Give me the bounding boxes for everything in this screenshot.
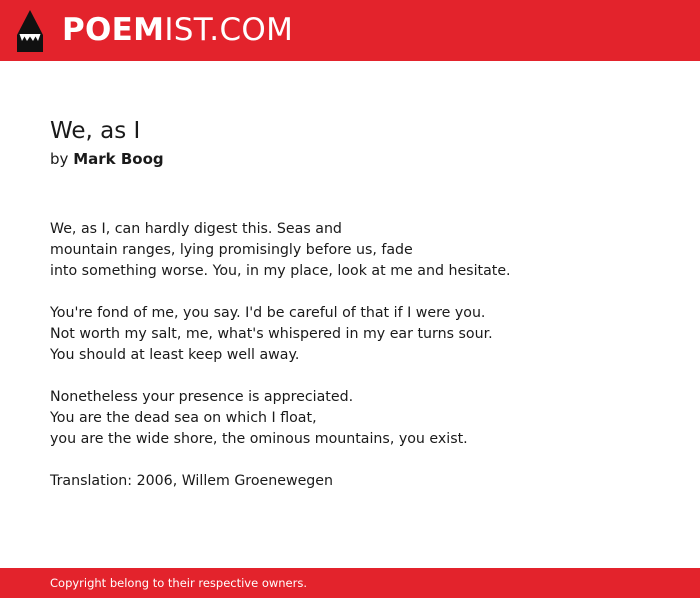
poem-line: We, as I, can hardly digest this. Seas and xyxy=(50,221,342,237)
byline xyxy=(50,148,164,170)
author-link[interactable]: Mark Boog xyxy=(73,150,164,168)
stanza-2 xyxy=(50,303,670,366)
stanza-gap xyxy=(50,282,670,303)
poem-line: into something worse. You, in my place, look at me and hesitate. xyxy=(50,263,511,279)
poem-line: Nonetheless your presence is appreciated. xyxy=(50,389,354,405)
stanza-gap xyxy=(50,366,670,387)
poem-line: You are the dead sea on which I float, xyxy=(50,410,317,426)
poem-line: You're fond of me, you say. I'd be careful of that if I were you. xyxy=(50,305,486,321)
site-logo-text xyxy=(62,11,293,49)
translation-credit: Translation: 2006, Willem Groenewegen xyxy=(50,473,334,489)
logo-light-part: IST.COM xyxy=(164,12,294,48)
poem-line: you are the wide shore, the ominous mountains, you exist. xyxy=(50,431,468,447)
stanza-1 xyxy=(50,219,670,282)
byline-prefix: by xyxy=(50,150,69,168)
poem-line: You should at least keep well away. xyxy=(50,347,300,363)
poem-title: We, as I xyxy=(50,118,141,144)
logo-bold-part: POEM xyxy=(62,12,165,48)
pencil-logo-icon xyxy=(17,10,43,52)
site-logo-link[interactable] xyxy=(0,0,294,61)
stanza-3 xyxy=(50,387,670,450)
poem-body xyxy=(50,219,670,450)
copyright-notice: Copyright belong to their respective owners. xyxy=(50,576,308,590)
poem-line: mountain ranges, lying promisingly before us, fade xyxy=(50,242,413,258)
site-footer xyxy=(0,568,700,598)
poem-line: Not worth my salt, me, what's whispered in my ear turns sour. xyxy=(50,326,493,342)
site-header xyxy=(0,0,700,61)
